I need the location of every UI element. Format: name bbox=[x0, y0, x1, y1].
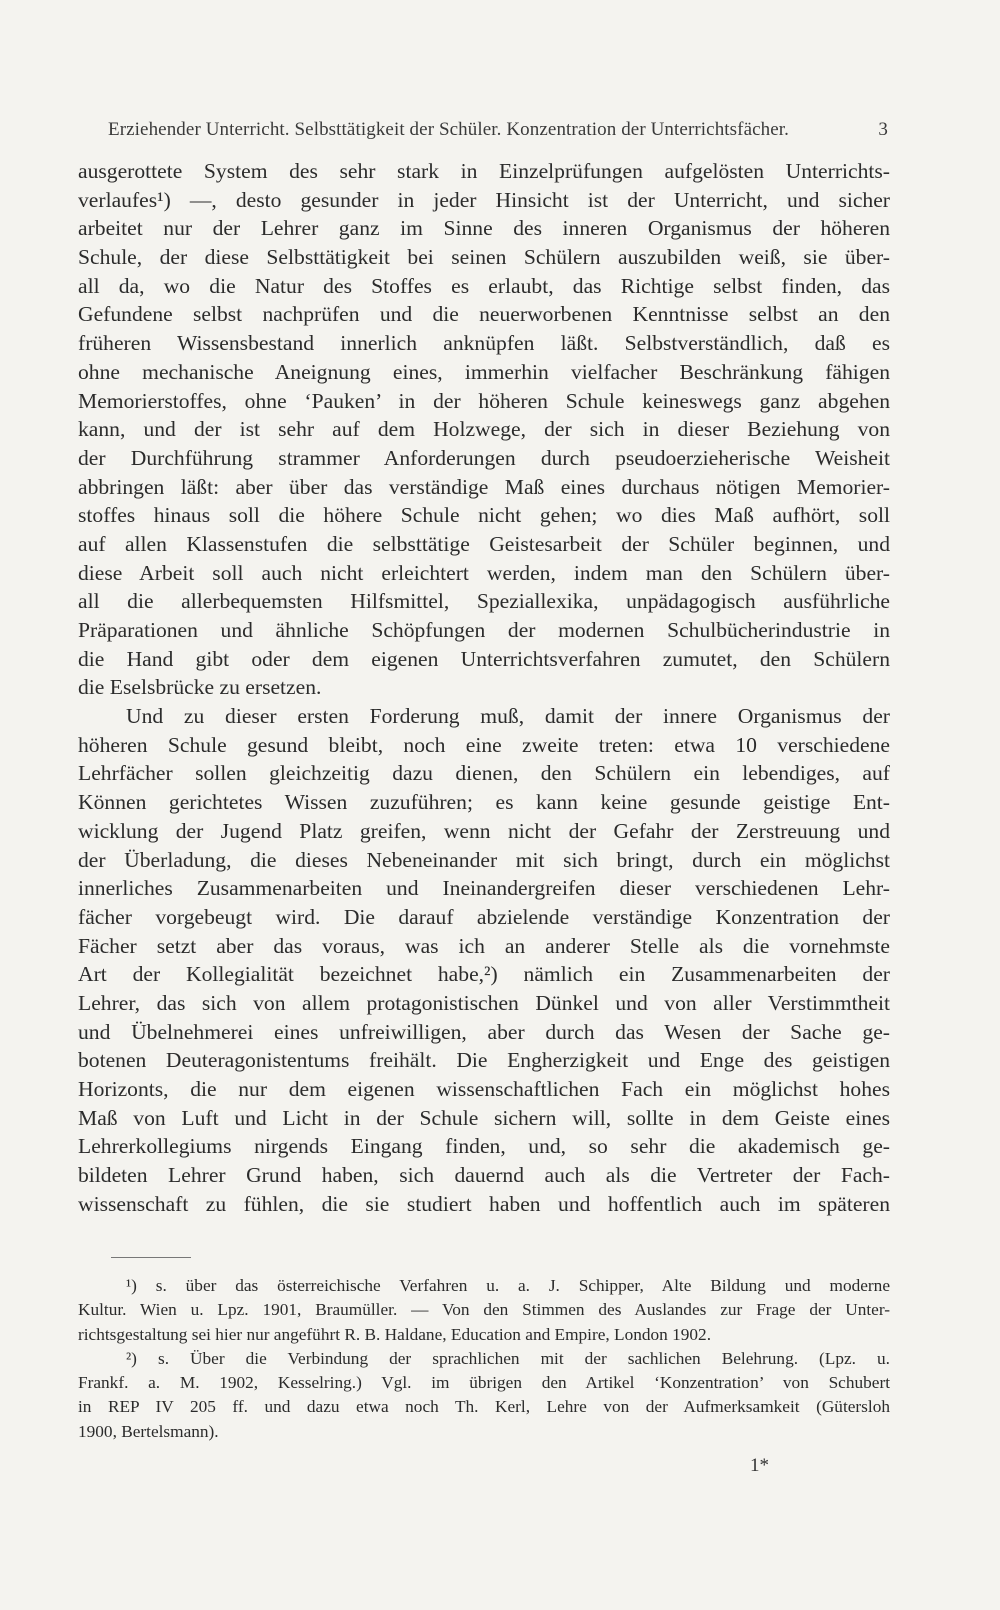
text-line: diese Arbeit soll auch nicht erleichtert werden, indem man den Schülern über- bbox=[78, 560, 890, 585]
text-line: früheren Wissensbestand innerlich anknüpfen läßt. Selbstverständlich, daß es bbox=[78, 331, 890, 356]
text-line: ausgerottete System des sehr stark in Einzelprüfungen aufgelösten Unterrichts- bbox=[78, 159, 890, 183]
text-line: all da, wo die Natur des Stoffes es erlaubt, das Richtige selbst finden, das bbox=[78, 273, 890, 298]
text-line: der Überladung, die dieses Nebeneinander mit sich bringt, durch ein möglichst bbox=[78, 847, 890, 872]
text-line: wicklung der Jugend Platz greifen, wenn nicht der Gefahr der Zerstreuung und bbox=[78, 818, 890, 843]
text-line: kann, und der ist sehr auf dem Holzwege, der sich in dieser Beziehung von bbox=[78, 417, 890, 442]
text-line: all die allerbequemsten Hilfsmittel, Speziallexika, unpädagogisch ausführliche bbox=[78, 589, 890, 614]
text-line: arbeitet nur der Lehrer ganz im Sinne des inneren Organismus der höheren bbox=[78, 216, 890, 241]
text-line: botenen Deuteragonistentums freihält. Die Engherzigkeit und Enge des geistigen bbox=[78, 1048, 890, 1073]
text-line: auf allen Klassenstufen die selbsttätige Geistesarbeit der Schüler beginnen, und bbox=[78, 531, 890, 556]
text-line: Fächer setzt aber das voraus, was ich an anderer Stelle als die vornehmste bbox=[78, 933, 890, 958]
footnote-line: 1900, Bertelsmann). bbox=[78, 1421, 219, 1441]
text-line: und Übelnehmerei eines unfreiwilligen, aber durch das Wesen der Sache ge- bbox=[78, 1019, 890, 1044]
running-head bbox=[108, 119, 888, 141]
text-line: fächer vorgebeugt wird. Die darauf abzielende verständige Konzentration der bbox=[78, 904, 890, 929]
footnote-line: ¹) s. über das österreichische Verfahren u. a. J. Schipper, Alte Bildung und moderne bbox=[126, 1276, 890, 1295]
footnote-rule bbox=[111, 1257, 191, 1258]
text-line: Art der Kollegialität bezeichnet habe,²) nämlich ein Zusammenarbeiten der bbox=[78, 962, 890, 987]
text-line: die Eselsbrücke zu ersetzen. bbox=[78, 675, 322, 700]
text-line: innerliches Zusammenarbeiten und Ineinandergreifen dieser verschiedenen Lehr- bbox=[78, 876, 890, 901]
footnote-line: richtsgestaltung sei hier nur angeführt R. B. Haldane, Education and Empire, London 1902. bbox=[78, 1324, 712, 1344]
text-line: der Durchführung strammer Anforderungen durch pseudoerzieherische Weisheit bbox=[78, 445, 890, 470]
footnotes bbox=[78, 1274, 890, 1444]
text-line: Lehrerkollegiums nirgends Eingang finden, und, so sehr die akademisch ge- bbox=[78, 1134, 890, 1159]
text-line: wissenschaft zu fühlen, die sie studiert haben und hoffentlich auch im späteren bbox=[78, 1191, 890, 1216]
text-line: ohne mechanische Aneignung eines, immerhin vielfacher Beschränkung fähigen bbox=[78, 359, 890, 384]
text-line: Lehrfächer sollen gleichzeitig dazu dienen, den Schülern ein lebendiges, auf bbox=[78, 761, 890, 786]
text-line: Horizonts, die nur dem eigenen wissenschaftlichen Fach ein möglichst hohes bbox=[78, 1077, 890, 1101]
running-title: Erziehender Unterricht. Selbsttätigkeit der Schüler. Konzentration der Unterrichtsfächer. bbox=[108, 119, 790, 140]
footnote-line: ²) s. Über die Verbindung der sprachlichen mit der sachlichen Belehrung. (Lpz. u. bbox=[126, 1348, 890, 1368]
footnote-line: Frankf. a. M. 1902, Kesselring.) Vgl. im übrigen den Artikel ‘Konzentration’ von Schubert bbox=[78, 1373, 890, 1393]
page-number: 3 bbox=[878, 119, 888, 140]
signature-mark: 1* bbox=[750, 1455, 769, 1476]
text-line: bildeten Lehrer Grund haben, sich dauernd auch als die Vertreter der Fach- bbox=[78, 1163, 890, 1188]
text-line: Können gerichtetes Wissen zuzuführen; es kann keine gesunde geistige Ent- bbox=[78, 790, 890, 815]
text-line: verlaufes¹) —, desto gesunder in jeder Hinsicht ist der Unterricht, und sicher bbox=[78, 187, 890, 212]
text-line: stoffes hinaus soll die höhere Schule nicht gehen; wo dies Maß aufhört, soll bbox=[78, 503, 890, 528]
text-line: Präparationen und ähnliche Schöpfungen der modernen Schulbücherindustrie in bbox=[78, 618, 890, 642]
text-line: Schule, der diese Selbsttätigkeit bei seinen Schülern auszubilden weiß, sie über- bbox=[78, 245, 890, 270]
text-line: Maß von Luft und Licht in der Schule sichern will, sollte in dem Geiste eines bbox=[78, 1105, 890, 1130]
text-line: Und zu dieser ersten Forderung muß, damit der innere Organismus der bbox=[126, 704, 890, 729]
text-line: Memorierstoffes, ohne ‘Pauken’ in der höheren Schule keineswegs ganz abgehen bbox=[78, 388, 890, 413]
footnote-line: Kultur. Wien u. Lpz. 1901, Braumüller. — Von den Stimmen des Auslandes zur Frage der Unter- bbox=[78, 1300, 890, 1320]
text-line: Gefundene selbst nachprüfen und die neuerworbenen Kenntnisse selbst an den bbox=[78, 302, 890, 327]
text-line: Lehrer, das sich von allem protagonistischen Dünkel und von aller Verstimmtheit bbox=[78, 990, 890, 1015]
text-line: abbringen läßt: aber über das verständige Maß eines durchaus nötigen Memorier- bbox=[78, 474, 890, 499]
footnote-line: in REP IV 205 ff. und dazu etwa noch Th. Kerl, Lehre von der Aufmerksamkeit (Gütersloh bbox=[78, 1397, 890, 1417]
text-line: höheren Schule gesund bleibt, noch eine zweite treten: etwa 10 verschiedene bbox=[78, 732, 890, 757]
text-line: die Hand gibt oder dem eigenen Unterrichtsverfahren zumutet, den Schülern bbox=[78, 646, 890, 671]
body-text bbox=[78, 157, 890, 1218]
